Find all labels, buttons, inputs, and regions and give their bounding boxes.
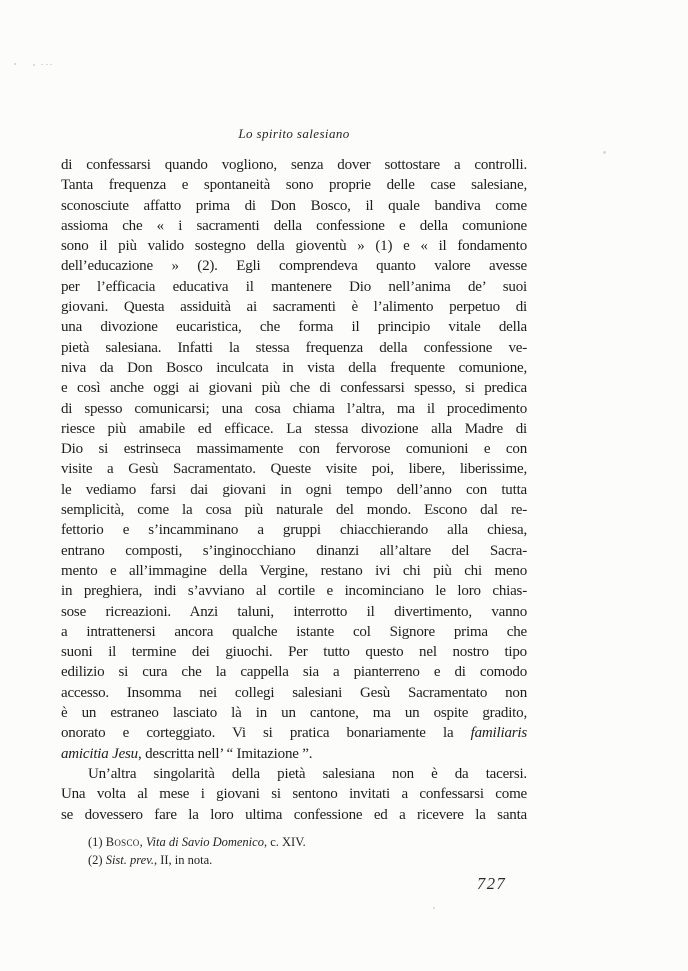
- text-segment: semplicità, come la cosa più naturale del mondo. Escono dal re-: [61, 502, 527, 519]
- text-segment: visite a Gesù Sacramentato. Queste visite poi, libere, liberissime,: [61, 461, 527, 478]
- text-line: [61, 662, 527, 682]
- text-line: [61, 459, 527, 479]
- text-segment: riesce più amabile ed efficace. La stessa divozione alla Madre di: [61, 420, 527, 437]
- text-segment: sconosciute affatto prima di Don Bosco, il quale bandiva come: [61, 197, 527, 214]
- text-segment: per l’efficacia educativa il mantenere Dio nell’anima de’ suoi: [61, 278, 527, 295]
- text-line: [61, 622, 527, 642]
- text-segment: mento e all’immagine della Vergine, restano ivi chi più chi meno: [61, 562, 527, 579]
- text-line: [61, 683, 527, 703]
- text-line: [61, 764, 527, 784]
- text-line: [61, 175, 527, 195]
- text-segment: amicitia Jesu: [61, 745, 138, 762]
- text-line: [61, 561, 527, 581]
- text-line: [61, 541, 527, 561]
- text-segment: di confessarsi quando vogliono, senza dover sottostare a controlli.: [61, 157, 527, 173]
- text-line: [61, 744, 527, 764]
- text-segment: (1): [88, 835, 106, 849]
- text-segment: Bosco: [105, 835, 140, 849]
- footnotes-block: [61, 834, 527, 869]
- text-segment: di spesso comunicarsi; una cosa chiama l’altra, ma il procedimento: [61, 400, 527, 417]
- text-line: [61, 419, 527, 439]
- text-line: [61, 703, 527, 723]
- text-line: [61, 196, 527, 216]
- text-segment: entrano composti, s’inginocchiano dinanzi all’altare del Sacra-: [61, 542, 527, 559]
- text-segment: Un’altra singolarità della pietà salesiana non è da tacersi.: [88, 765, 527, 782]
- text-line: [61, 236, 527, 256]
- text-segment: edilizio si cura che la cappella sia a pianterreno e di comodo: [61, 664, 527, 681]
- text-line: [61, 378, 527, 398]
- text-line: [61, 216, 527, 236]
- text-segment: , II, in nota.: [153, 852, 213, 867]
- text-line: [61, 399, 527, 419]
- text-segment: (2): [88, 852, 106, 867]
- text-segment: se dovessero fare la loro ultima confessione ed a ricevere la santa: [61, 806, 527, 823]
- text-segment: a intrattenersi ancora qualche istante col Signore prima che: [61, 623, 527, 640]
- text-segment: onorato e corteggiato. Vi si pratica bonariamente la: [61, 725, 471, 742]
- text-line: [61, 155, 527, 175]
- text-segment: familiaris: [470, 725, 527, 742]
- text-segment: accesso. Insomma nei collegi salesiani Gesù Sacramentato non: [61, 684, 527, 701]
- text-segment: le vediamo farsi dai giovani in ogni tempo dell’anno con tutta: [61, 481, 527, 498]
- text-line: [61, 439, 527, 459]
- text-segment: pietà salesiana. Infatti la stessa frequenza della confessione ve-: [61, 339, 527, 356]
- text-line: [61, 358, 527, 378]
- scan-speckle: [33, 64, 35, 66]
- scan-speckle: [46, 64, 48, 65]
- page-number: 727: [477, 874, 507, 893]
- text-line: [61, 581, 527, 601]
- text-line: [61, 520, 527, 540]
- footnote: [61, 834, 527, 852]
- footnote: [61, 852, 527, 870]
- text-segment: Sist. prev.: [105, 852, 154, 867]
- text-segment: una divozione eucaristica, che forma il principio vitale della: [61, 319, 527, 336]
- text-line: [61, 277, 527, 297]
- text-segment: dell’educazione » (2). Egli comprendeva quanto valore avesse: [61, 258, 527, 275]
- text-segment: sono il più valido sostegno della gioventù » (1) e « il fondamento: [61, 238, 527, 255]
- text-line: [61, 500, 527, 520]
- text-segment: assioma che « i sacramenti della confessione e della comunione: [61, 217, 527, 234]
- text-segment: fettorio e s’incamminano a gruppi chiacchierando alla chiesa,: [61, 522, 527, 539]
- text-segment: niva da Don Bosco inculcata in vista della frequente comunione,: [61, 359, 527, 376]
- text-line: [61, 256, 527, 276]
- text-line: [61, 338, 527, 358]
- text-line: [61, 297, 527, 317]
- text-segment: ,: [139, 835, 146, 849]
- text-segment: Vita di Savio Domenico: [145, 835, 264, 849]
- text-segment: Una volta al mese i giovani si sentono invitati a confessarsi come: [61, 786, 527, 803]
- text-segment: Dio si estrinseca massimamente con fervorose comunioni e con: [61, 441, 527, 458]
- text-segment: e così anche oggi ai giovani più che di confessarsi spesso, si predica: [61, 380, 527, 397]
- running-header: Lo spirito salesiano: [238, 126, 350, 141]
- text-line: [61, 784, 527, 804]
- text-segment: sose ricreazioni. Anzi taluni, interrotto il divertimento, vanno: [61, 603, 527, 620]
- scan-speckle: [50, 64, 52, 65]
- text-line: [61, 602, 527, 622]
- text-segment: in preghiera, indi s’avviano al cortile e incominciano le loro chias-: [61, 583, 527, 600]
- scan-speckle: [433, 907, 435, 909]
- text-line: [61, 723, 527, 743]
- scan-speckle: [41, 64, 43, 65]
- text-segment: , c. XIV.: [263, 835, 306, 849]
- text-segment: suoni il termine dei giuochi. Per tutto questo nel nostro tipo: [61, 644, 527, 661]
- text-line: [61, 317, 527, 337]
- text-segment: Tanta frequenza e spontaneità sono proprie delle case salesiane,: [61, 177, 527, 194]
- text-segment: è un estraneo lasciato là in un cantone, ma un ospite gradito,: [61, 705, 527, 722]
- text-line: [61, 642, 527, 662]
- body-text-block: [61, 155, 527, 825]
- text-line: [61, 805, 527, 825]
- text-segment: giovani. Questa assiduità ai sacramenti è l’alimento perpetuo di: [61, 299, 527, 316]
- scan-speckle: [14, 63, 16, 65]
- text-line: [61, 480, 527, 500]
- text-segment: , descritta nell’ “ Imitazione ”.: [137, 745, 313, 762]
- scan-speckle: [603, 151, 606, 154]
